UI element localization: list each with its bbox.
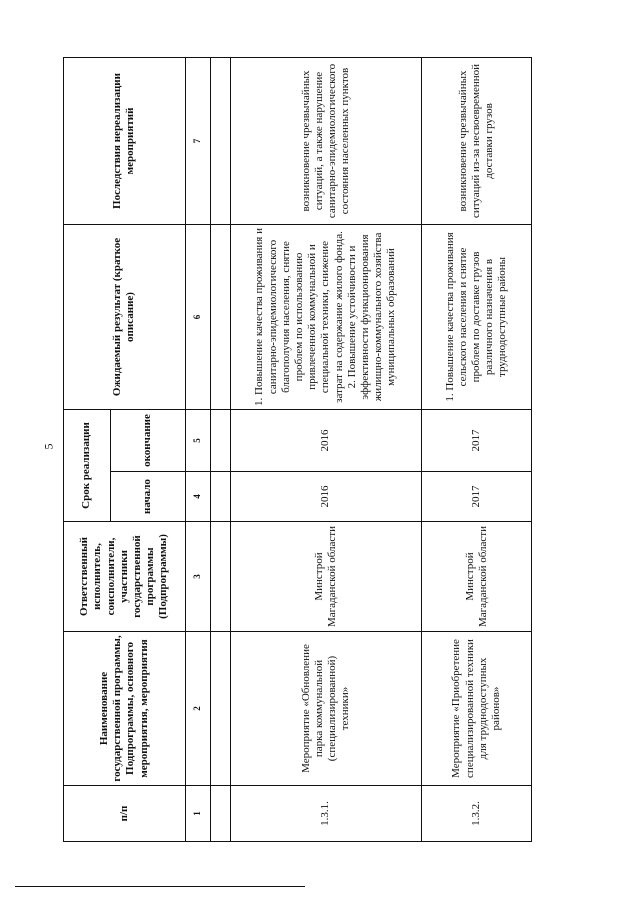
row-start: 2017 [422, 472, 532, 522]
empty-cell [210, 786, 230, 842]
column-number: 6 [185, 224, 210, 409]
header-term: Срок реализации [64, 409, 111, 521]
result-item: 2. Повышение устойчивости и эффективности функционирования жилищно-коммунального хозяйства муниципальных образований [345, 232, 398, 402]
table-row [230, 57, 422, 841]
header-num: п/п [64, 786, 186, 842]
empty-cell [210, 522, 230, 632]
footnote-divider [15, 886, 305, 887]
header-row [64, 57, 111, 841]
row-start: 2016 [230, 472, 422, 522]
row-result [230, 224, 422, 409]
row-consequences: возникновение чрезвычайных ситуаций, а также нарушение санитарно-эпидемиологического состояния населенных пунктов [230, 57, 422, 224]
row-consequences: возникновение чрезвычайных ситуаций из-за несвоевременной доставки грузов [422, 57, 532, 224]
column-number: 7 [185, 57, 210, 224]
row-result [422, 224, 532, 409]
activities-table [63, 57, 532, 842]
activities-table-rotated [63, 58, 532, 842]
header-consequences: Последствия нереализации мероприятий [64, 57, 186, 224]
page-number: 5 [41, 443, 56, 450]
row-end: 2016 [230, 409, 422, 471]
header-result: Ожидаемый результат (краткое описание) [64, 224, 186, 409]
header-end: окончание [110, 409, 185, 471]
column-number: 5 [185, 409, 210, 471]
row-name: Мероприятие «Обновление парка коммунальной (специализированной) техники» [230, 632, 422, 786]
empty-cell [210, 472, 230, 522]
empty-cell [210, 224, 230, 409]
row-responsible: Минстрой Магаданской области [422, 522, 532, 632]
column-number: 3 [185, 522, 210, 632]
column-number-row [185, 57, 210, 841]
empty-cell [210, 632, 230, 786]
header-start: начало [110, 472, 185, 522]
empty-cell [210, 409, 230, 471]
result-item: 1. Повышение качества проживания и санитарно-эпидемиологического благополучия населения, снятие проблем по использованию привлеченной коммунальной и специальной техники, снижение затрат на содержание жилого фонда. [253, 228, 345, 406]
result-item: 1. Повышение качества проживания сельского населения и снятие проблем по доставке грузов различного назначения в труднодоступные районы [443, 232, 509, 402]
row-name: Мероприятие «Приобретение специализированной техники для труднодоступных районов» [422, 632, 532, 786]
table-row [422, 57, 532, 841]
header-name: Наименование государственной программы, Подпрограммы, основного мероприятия, мероприятия [64, 632, 186, 786]
header-responsible: Ответственный исполнитель, соисполнители, участники государственной программы (Подпрограммы) [64, 522, 186, 632]
row-responsible: Минстрой Магаданской области [230, 522, 422, 632]
column-number: 4 [185, 472, 210, 522]
row-num: 1.3.1. [230, 786, 422, 842]
empty-cell [210, 57, 230, 224]
spacer-row [210, 57, 230, 841]
column-number: 2 [185, 632, 210, 786]
column-number: 1 [185, 786, 210, 842]
row-end: 2017 [422, 409, 532, 471]
row-num: 1.3.2. [422, 786, 532, 842]
